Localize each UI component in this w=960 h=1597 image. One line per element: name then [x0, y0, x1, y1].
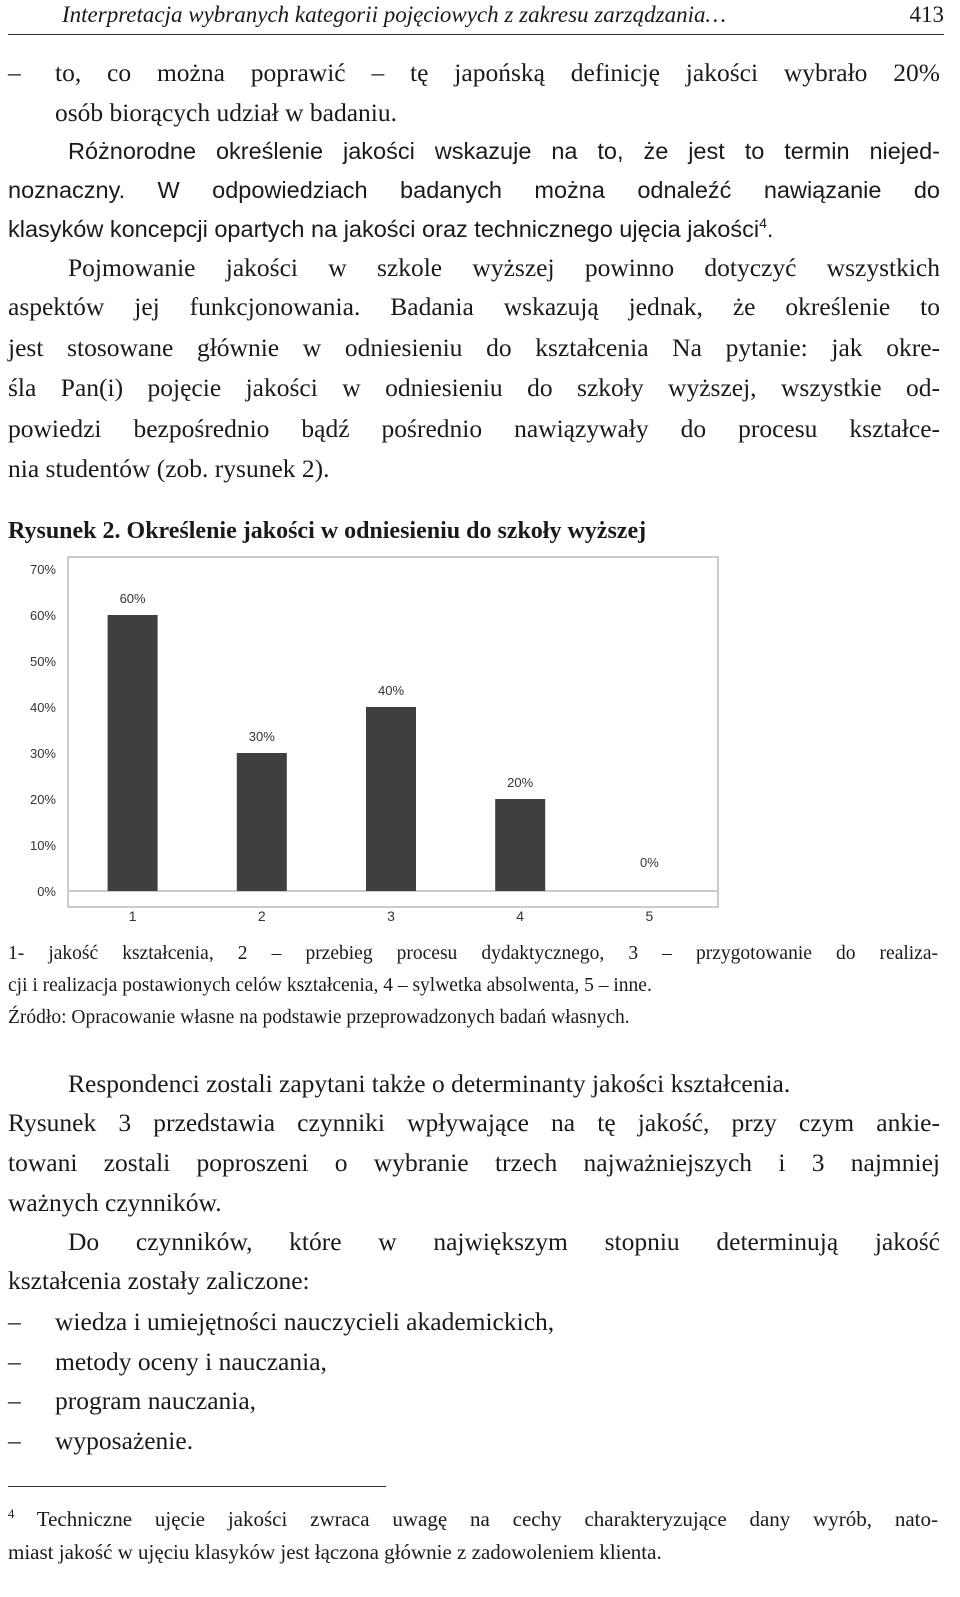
footnote-text: Techniczne ujęcie jakości zwraca uwagę na cechy charakteryzujące dany wyrób, nato- — [36, 1507, 939, 1531]
paragraph-line: Różnorodne określenie jakości wskazuje na to, że jest to termin niejed- — [68, 138, 940, 164]
data-label: 20% — [507, 775, 534, 790]
dash-bullet: – — [8, 1347, 21, 1376]
footnote-line — [8, 1503, 938, 1536]
y-tick-label: 30% — [29, 746, 56, 761]
factor-text: program nauczania, — [55, 1386, 257, 1415]
bar-chart — [0, 555, 780, 933]
figure-source: Źródło: Opracowanie własne na podstawie przeprowadzonych badań własnych. — [8, 1007, 630, 1028]
x-tick-label: 4 — [516, 908, 525, 924]
bar — [366, 707, 416, 891]
factor-list-item — [8, 1423, 940, 1459]
paragraph-line: śla Pan(i) pojęcie jakości w odniesieniu do szkoły wyższej, wszystkie od- — [8, 373, 940, 402]
paragraph-line: Pojmowanie jakości w szkole wyższej powinno dotyczyć wszystkich — [68, 253, 940, 282]
paragraph-line: aspektów jej funkcjonowania. Badania wskazują jednak, że określenie to — [8, 292, 940, 321]
footnote-line: miast jakość w ujęciu klasyków jest łączona głównie z zadowoleniem klienta. — [8, 1540, 662, 1564]
data-label: 0% — [640, 855, 659, 870]
paragraph-line: kształcenia zostały zaliczone: — [8, 1266, 310, 1295]
y-tick-label: 40% — [29, 700, 56, 715]
paragraph-line: Respondenci zostali zapytani także o determinanty jakości kształcenia. — [68, 1069, 791, 1098]
y-tick-label: 70% — [29, 562, 56, 577]
x-tick-label: 5 — [645, 908, 654, 924]
y-tick-label: 10% — [29, 838, 56, 853]
paragraph-line: noznaczny. W odpowiedziach badanych można odnaleźć nawiązanie do — [8, 177, 940, 203]
factor-list-item — [8, 1383, 940, 1419]
x-tick-label: 1 — [128, 908, 137, 924]
paragraph-line: powiedzi bezpośrednio bądź pośrednio nawiązywały do procesu kształce- — [8, 414, 940, 443]
bar — [108, 615, 158, 891]
factor-text: wyposażenie. — [55, 1426, 194, 1455]
paragraph-line: nia studentów (zob. rysunek 2). — [8, 454, 330, 483]
factor-list-item — [8, 1304, 940, 1340]
x-tick-label: 3 — [387, 908, 395, 924]
paragraph-line: Rysunek 3 przedstawia czynniki wpływające na tę jakość, przy czym ankie- — [8, 1108, 940, 1137]
factor-text: metody oceny i nauczania, — [55, 1347, 327, 1376]
paragraph-line: Do czynników, które w największym stopniu determinują jakość — [68, 1227, 940, 1256]
paragraph-text: klasyków koncepcji opartych na jakości oraz technicznego ujęcia jakości — [8, 216, 760, 242]
running-title: Interpretacja wybranych kategorii pojęciowych z zakresu zarządzania… — [62, 2, 726, 27]
footnote-reference: 4 — [759, 215, 767, 232]
y-tick-label: 60% — [29, 608, 56, 623]
factor-text: wiedza i umiejętności nauczycieli akademickich, — [55, 1307, 555, 1336]
paragraph-line: ważnych czynników. — [8, 1188, 222, 1217]
paragraph-line: jest stosowane głównie w odniesieniu do kształcenia Na pytanie: jak okre- — [8, 333, 940, 362]
dash-bullet: – — [8, 58, 21, 87]
footnote-number: 4 — [8, 1507, 15, 1521]
footnote-separator — [8, 1486, 386, 1487]
list-item-continuation: osób biorących udział w badaniu. — [55, 98, 398, 127]
paragraph-period: . — [766, 216, 774, 242]
figure-caption-line: cji i realizacja postawionych celów kształcenia, 4 – sylwetka absolwenta, 5 – inne. — [8, 975, 652, 996]
paragraph-line — [8, 211, 940, 247]
list-item-text: to, co można poprawić – tę japońską definicję jakości wybrało 20% — [55, 58, 940, 87]
bars — [108, 615, 546, 891]
factor-list-item — [8, 1344, 940, 1380]
y-tick-label: 50% — [29, 654, 56, 669]
page-number: 413 — [909, 2, 944, 27]
y-axis-tick-labels — [30, 562, 56, 899]
data-label: 60% — [119, 591, 146, 606]
y-tick-label: 0% — [37, 884, 56, 899]
x-tick-label: 2 — [257, 908, 266, 924]
dash-bullet: – — [8, 1386, 21, 1415]
running-header — [8, 0, 944, 35]
data-label: 40% — [377, 683, 405, 698]
paragraph-line: towani zostali poproszeni o wybranie trzech najważniejszych i 3 najmniej — [8, 1148, 940, 1177]
dash-bullet: – — [8, 1307, 21, 1336]
bar — [495, 799, 545, 891]
x-axis-tick-labels — [129, 908, 654, 924]
figure-caption-line: 1- jakość kształcenia, 2 – przebieg procesu dydaktycznego, 3 – przygotowanie do realiza- — [8, 943, 938, 964]
data-label: 30% — [248, 729, 275, 744]
y-tick-label: 20% — [29, 792, 56, 807]
list-item — [8, 55, 940, 91]
dash-bullet: – — [8, 1426, 21, 1455]
figure-title: Rysunek 2. Określenie jakości w odniesieniu do szkoły wyższej — [8, 518, 647, 544]
bar — [237, 753, 287, 891]
